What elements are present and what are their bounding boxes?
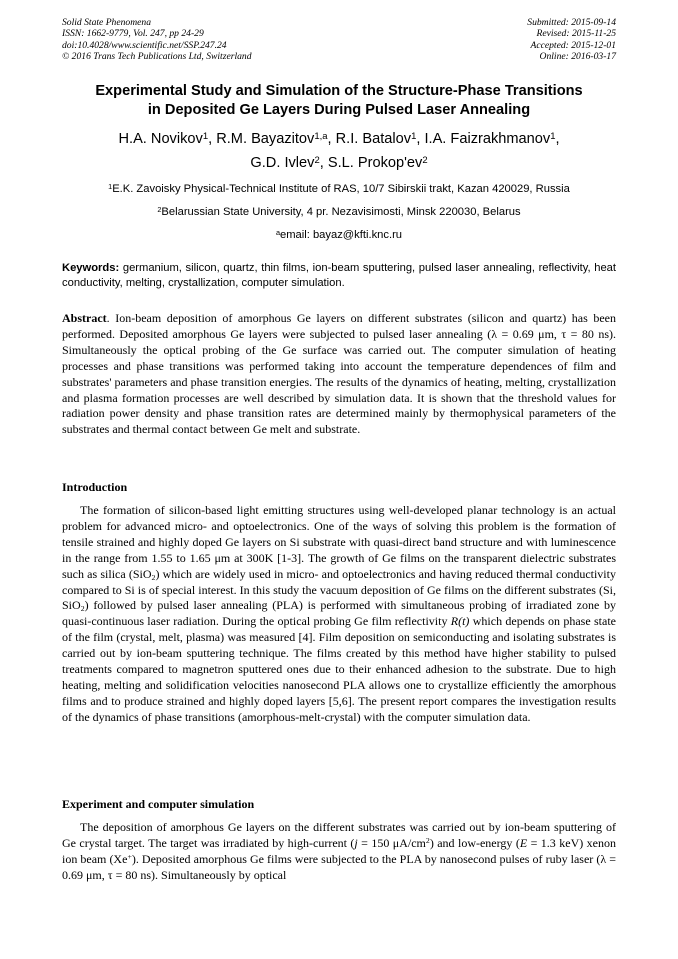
author-name: G.D. Ivlev [250, 155, 315, 171]
author-name: R.I. Batalov [335, 131, 412, 147]
keywords [62, 261, 616, 291]
author-affiliation-mark: 2 [422, 154, 428, 166]
keywords-text: germanium, silicon, quartz, thin films, ion-beam sputtering, pulsed laser annealing, reflectivity, heat conductivity, melting, crystallization, computer simulation. [62, 262, 616, 289]
experiment-paragraph [62, 820, 616, 884]
intro-subscript: 2 [151, 572, 156, 582]
author-affiliation-mark: 1 [411, 130, 417, 142]
affiliation-2 [60, 205, 618, 219]
section-heading-introduction: Introduction [62, 480, 128, 494]
journal-issn: ISSN: 1662-9779, Vol. 247, pp 24-29 [62, 28, 204, 40]
author-name: H.A. Novikov [118, 131, 203, 147]
exp-superscript: + [127, 852, 132, 862]
intro-text: The formation of silicon-based light emitting structures using well-developed planar technology is an actual problem for advanced micro- and optoelectronics. One of the ways of solving this problem is the formation of tensile strained and highly doped Ge layers on Si substrate with quasi-direct band structure and with luminescence in the range from 1.55 to 1.65 μm at 300K [1-3]. The growth of Ge films on the transparent dielectric substrates such as silica (SiO [62, 503, 616, 581]
intro-text: which depends on phase state of the film (crystal, melt, plasma) was measured [4]. Film deposition on semiconducting and isolating substrates is carried out by ion-beam sputtering technique. The films created by this method have higher stability to pulsed treatments compared to magnetron sputtered ones due to their enhanced adhesion to the substrate. Due to high heating, melting and solidification velocities nanosecond PLA allows one to crystallize efficiently the amorphous films and to produce strained and highly doped layers [5,6]. The present report compares the investigation results of the dynamics of phase transitions (amorphous-melt-crystal) with the computer simulation data. [62, 614, 616, 724]
journal-info [62, 17, 252, 62]
author-affiliation-mark: 1,a [314, 130, 328, 142]
email-mark: a [275, 227, 280, 237]
author-affiliation-mark: 2 [314, 154, 320, 166]
date-revised: Revised: 2015-11-25 [536, 28, 616, 40]
exp-current-symbol: j [354, 835, 358, 850]
author-name: R.M. Bayazitov [216, 131, 315, 147]
section-heading-experiment: Experiment and computer simulation [62, 797, 255, 811]
affiliation-mark: 2 [157, 204, 162, 214]
author-name: I.A. Faizrakhmanov [424, 131, 551, 147]
journal-name: Solid State Phenomena [62, 17, 151, 28]
author-line-2: G.D. Ivlev$^2$, S.L. $Prokop'ev^2$ [250, 154, 428, 171]
paper-title [60, 82, 618, 120]
author-name: S.L. Prokop'ev [327, 155, 423, 171]
date-submitted: Submitted: 2015-09-14 [527, 17, 616, 28]
publication-dates [527, 17, 616, 62]
author-affiliation-mark: 1 [550, 130, 556, 142]
exp-text: ) and low-energy ( [429, 835, 520, 850]
keywords-label: Keywords: [62, 262, 120, 274]
affiliation-mark: 1 [108, 181, 113, 191]
exp-superscript: 2 [425, 836, 430, 846]
intro-subscript: 2 [80, 604, 85, 614]
affiliation-text: E.K. Zavoisky Physical-Technical Institute of RAS, 10/7 Sibirskii trakt, Kazan 420029, Russia [112, 183, 570, 195]
date-online: Online: 2016-03-17 [539, 50, 616, 62]
email-text[interactable]: email: bayaz@kfti.knc.ru [280, 229, 403, 241]
intro-text: ) which are widely used in micro- and optoelectronics and having reduced thermal conductivity compared to Si is of special interest. In this study the vacuum deposition of Ge films on the different substrates (Si, SiO [62, 566, 616, 613]
title-line-2: in Deposited Ge Layers During Pulsed Laser Annealing [147, 102, 531, 118]
author-line-1: H.A. Novikov$^1$, R.M. Bayazitov$^{1,a}$, R.I. Batalov$^1$, I.A. Faizrakhmanov$^1$, [118, 130, 560, 147]
intro-reflectivity-symbol: R(t) [450, 614, 470, 629]
introduction-paragraph [62, 503, 616, 726]
abstract [62, 311, 616, 438]
title-line-1: Experimental Study and Simulation of the Structure-Phase Transitions [95, 83, 583, 99]
exp-text: ). Deposited amorphous Ge films were subjected to the PLA by nanosecond pulses of ruby laser (λ = 0.69 μm, τ = 80 ns). Simultaneously by optical [62, 851, 616, 882]
exp-text: = 150 μA/cm [357, 835, 426, 850]
abstract-text: . Ion-beam deposition of amorphous Ge layers on different substrates (silicon and quartz) has been performed. Deposited amorphous Ge layers were subjected to pulsed laser annealing (λ = 0.69 μm, τ = 80 ns). Simultaneously the optical probing of the Ge surface was carried out. The computer simulation of heating processes and phase transitions was performed taking into account the temperature dependences of film and substrates' parameters and phase transition energies. The results of the dynamics of heating, melting, crystallization and plasma formation processes are well described by simulation data. It is shown that the threshold values for radiation power density and phase transition rates are determined mainly by thermophysical parameters of the substrates and thermal contact between Ge melt and substrate. [62, 311, 616, 437]
abstract-label: Abstract [62, 311, 107, 325]
exp-text: The deposition of amorphous Ge layers on the different substrates was carried out by ion-beam sputtering of Ge crystal target. The target was irradiated by high-current ( [62, 820, 616, 850]
exp-text: = 1.3 keV) xenon ion beam (Xe [62, 835, 616, 866]
affiliation-text: Belarussian State University, 4 pr. Nezavisimosti, Minsk 220030, Belarus [161, 206, 521, 218]
affiliation-1 [60, 182, 618, 196]
intro-text: ) followed by pulsed laser annealing (PLA) is performed with simultaneous probing of irradiated zone by quasi-continuous laser radiation. During the optical probing Ge film reflectivity [62, 598, 616, 629]
journal-copyright: © 2016 Trans Tech Publications Ltd, Switzerland [62, 50, 252, 62]
exp-energy-symbol: E [519, 835, 528, 850]
journal-doi[interactable]: doi:10.4028/www.scientific.net/SSP.247.24 [62, 39, 227, 51]
date-accepted: Accepted: 2015-12-01 [530, 39, 616, 51]
author-affiliation-mark: 1 [202, 130, 209, 142]
corresponding-email [60, 228, 618, 242]
author-list [60, 127, 618, 175]
